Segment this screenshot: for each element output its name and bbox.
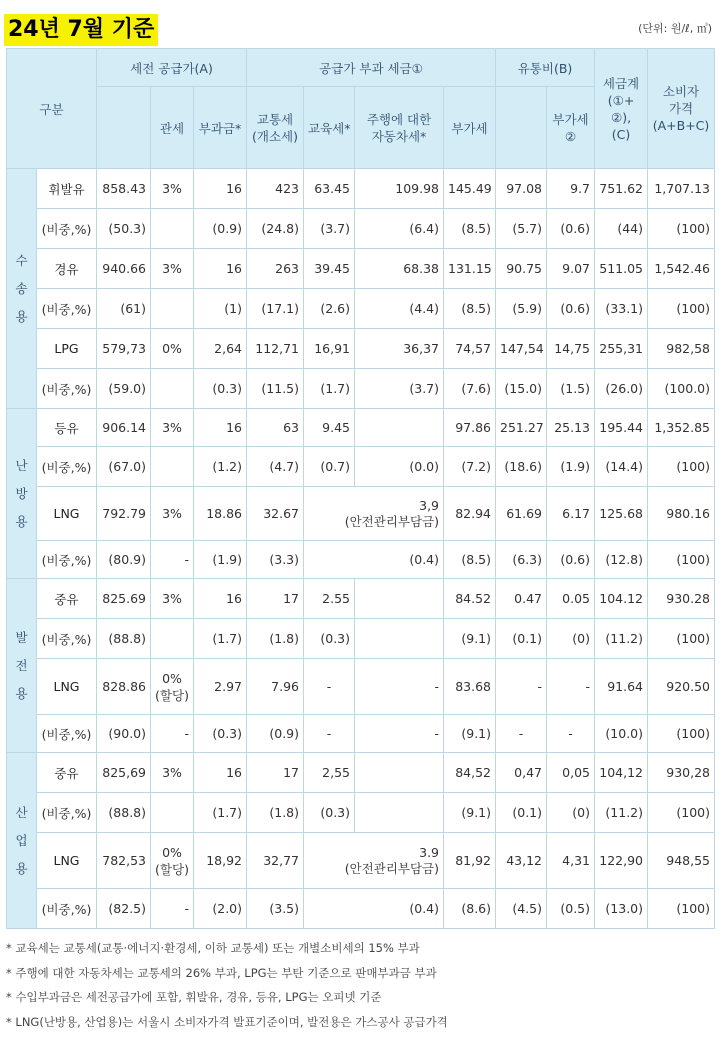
cell-distribution: (15.0) xyxy=(496,369,547,409)
cell-education-tax: (2.6) xyxy=(304,289,355,329)
cell-distribution-vat: (0.6) xyxy=(547,541,595,579)
cell-tax-total: 104.12 xyxy=(595,579,648,619)
cell-transport-tax: (3.3) xyxy=(247,541,304,579)
cell-tariff xyxy=(151,619,194,659)
cell-surcharge: 16 xyxy=(194,579,247,619)
table-row xyxy=(7,793,715,833)
header-tax-total: 세금계 (①+ ②), (C) xyxy=(595,49,648,169)
cell-distribution: - xyxy=(496,715,547,753)
header-consumer-price: 소비자 가격 (A+B+C) xyxy=(648,49,715,169)
cell-consumer-price: 1,352.85 xyxy=(648,409,715,447)
cell-surcharge: 16 xyxy=(194,409,247,447)
cell-distribution: 147,54 xyxy=(496,329,547,369)
cell-tariff xyxy=(151,447,194,487)
cell-transport-tax: (1.8) xyxy=(247,793,304,833)
cell-driving-tax: (6.4) xyxy=(355,209,444,249)
cell-surcharge: (0.9) xyxy=(194,209,247,249)
cell-supply: (88.8) xyxy=(97,793,151,833)
cell-transport-tax: (24.8) xyxy=(247,209,304,249)
cell-surcharge: (0.3) xyxy=(194,715,247,753)
cell-vat: 84,52 xyxy=(444,753,496,793)
cell-distribution-vat: 0,05 xyxy=(547,753,595,793)
group-label-power: 발 전 용 xyxy=(7,579,37,753)
cell-surcharge: (1.9) xyxy=(194,541,247,579)
cell-education-tax: (1.7) xyxy=(304,369,355,409)
cell-distribution: (5.9) xyxy=(496,289,547,329)
cell-education-tax: 63.45 xyxy=(304,169,355,209)
table-row xyxy=(7,715,715,753)
cell-tariff xyxy=(151,209,194,249)
cell-vat: (9.1) xyxy=(444,793,496,833)
cell-distribution: 0.47 xyxy=(496,579,547,619)
cell-tax-total: (14.4) xyxy=(595,447,648,487)
header-driving-tax: 주행에 대한 자동차세* xyxy=(355,87,444,169)
cell-tariff: - xyxy=(151,889,194,929)
cell-consumer-price: (100) xyxy=(648,209,715,249)
cell-distribution-vat: (0) xyxy=(547,793,595,833)
cell-surcharge: 18.86 xyxy=(194,487,247,541)
cell-tax-total: (33.1) xyxy=(595,289,648,329)
cell-distribution: (18.6) xyxy=(496,447,547,487)
cell-driving-tax: 36,37 xyxy=(355,329,444,369)
cell-tax-total: 91.64 xyxy=(595,659,648,715)
header-supply-blank xyxy=(97,87,151,169)
cell-consumer-price: 980.16 xyxy=(648,487,715,541)
cell-tax-total: 195.44 xyxy=(595,409,648,447)
cell-tariff: 3% xyxy=(151,169,194,209)
cell-consumer-price: 1,707.13 xyxy=(648,169,715,209)
cell-vat: (7.2) xyxy=(444,447,496,487)
cell-vat: (8.5) xyxy=(444,209,496,249)
header-category: 구분 xyxy=(7,49,97,169)
table-row xyxy=(7,889,715,929)
row-label: 경유 xyxy=(37,249,97,289)
cell-vat: 97.86 xyxy=(444,409,496,447)
row-label: (비중,%) xyxy=(37,369,97,409)
cell-consumer-price: 930,28 xyxy=(648,753,715,793)
cell-distribution: 251.27 xyxy=(496,409,547,447)
cell-supply: (90.0) xyxy=(97,715,151,753)
cell-supply: (88.8) xyxy=(97,619,151,659)
table-row xyxy=(7,833,715,889)
cell-distribution-vat: - xyxy=(547,715,595,753)
footnote: * 수입부과금은 세전공급가에 포함, 휘발유, 경유, 등유, LPG는 오피넷 기준 xyxy=(6,990,382,1004)
cell-tax-total: (11.2) xyxy=(595,619,648,659)
header-distribution: 유통비(B) xyxy=(496,49,595,87)
cell-transport-tax: (4.7) xyxy=(247,447,304,487)
cell-driving-tax: (0.0) xyxy=(355,447,444,487)
cell-distribution-vat: 25.13 xyxy=(547,409,595,447)
cell-consumer-price: 930.28 xyxy=(648,579,715,619)
cell-tax-total: (12.8) xyxy=(595,541,648,579)
cell-distribution: (6.3) xyxy=(496,541,547,579)
cell-transport-tax: 32,77 xyxy=(247,833,304,889)
table-row xyxy=(7,289,715,329)
cell-consumer-price: (100.0) xyxy=(648,369,715,409)
row-label: LNG xyxy=(37,833,97,889)
cell-tariff: 3% xyxy=(151,579,194,619)
cell-surcharge: (1.7) xyxy=(194,619,247,659)
cell-education-tax: - xyxy=(304,659,355,715)
cell-transport-tax: (1.8) xyxy=(247,619,304,659)
cell-vat: (9.1) xyxy=(444,715,496,753)
cell-driving-tax: (3.7) xyxy=(355,369,444,409)
header-surcharge: 부과금* xyxy=(194,87,247,169)
cell-distribution-vat: 14,75 xyxy=(547,329,595,369)
cell-tariff xyxy=(151,289,194,329)
cell-consumer-price: (100) xyxy=(648,619,715,659)
row-label: LPG xyxy=(37,329,97,369)
cell-tax-total: (11.2) xyxy=(595,793,648,833)
cell-distribution: 61.69 xyxy=(496,487,547,541)
cell-vat: 81,92 xyxy=(444,833,496,889)
cell-distribution-vat: 9.07 xyxy=(547,249,595,289)
table-row xyxy=(7,487,715,541)
row-label: 등유 xyxy=(37,409,97,447)
cell-tariff xyxy=(151,793,194,833)
cell-vat: (7.6) xyxy=(444,369,496,409)
cell-distribution-vat: 4,31 xyxy=(547,833,595,889)
cell-transport-tax: 112,71 xyxy=(247,329,304,369)
row-label: (비중,%) xyxy=(37,447,97,487)
cell-driving-tax: 109.98 xyxy=(355,169,444,209)
cell-tax-total: 122,90 xyxy=(595,833,648,889)
cell-safety-levy: 3.9 (안전관리부담금) xyxy=(304,833,444,889)
cell-distribution: 90.75 xyxy=(496,249,547,289)
cell-driving-tax: - xyxy=(355,715,444,753)
cell-distribution: (4.5) xyxy=(496,889,547,929)
cell-tax-total: 751.62 xyxy=(595,169,648,209)
cell-tariff: 0% xyxy=(151,329,194,369)
cell-consumer-price: (100) xyxy=(648,289,715,329)
cell-consumer-price: (100) xyxy=(648,447,715,487)
cell-safety-levy: (0.4) xyxy=(304,541,444,579)
table-row xyxy=(7,329,715,369)
cell-surcharge: 2.97 xyxy=(194,659,247,715)
unit-label: (단위: 원/ℓ, ㎥) xyxy=(638,22,712,35)
row-label: LNG xyxy=(37,659,97,715)
table-row xyxy=(7,541,715,579)
cell-surcharge: 16 xyxy=(194,753,247,793)
footnote: * 교육세는 교통세(교통·에너지·환경세, 이하 교통세) 또는 개별소비세의 15% 부과 xyxy=(6,941,420,955)
cell-surcharge: 18,92 xyxy=(194,833,247,889)
cell-surcharge: 2,64 xyxy=(194,329,247,369)
header-supply-price: 세전 공급가(A) xyxy=(97,49,247,87)
cell-surcharge: (0.3) xyxy=(194,369,247,409)
header-distribution-vat: 부가세 ② xyxy=(547,87,595,169)
row-label: (비중,%) xyxy=(37,289,97,329)
cell-consumer-price: 948,55 xyxy=(648,833,715,889)
cell-driving-tax: 68.38 xyxy=(355,249,444,289)
header-distribution-blank xyxy=(496,87,547,169)
cell-supply: 579,73 xyxy=(97,329,151,369)
cell-surcharge: (1.7) xyxy=(194,793,247,833)
cell-driving-tax xyxy=(355,793,444,833)
cell-consumer-price: (100) xyxy=(648,541,715,579)
cell-vat: 84.52 xyxy=(444,579,496,619)
row-label: 휘발유 xyxy=(37,169,97,209)
cell-driving-tax xyxy=(355,753,444,793)
cell-distribution: (0.1) xyxy=(496,793,547,833)
cell-consumer-price: 982,58 xyxy=(648,329,715,369)
cell-distribution: 0,47 xyxy=(496,753,547,793)
table-row xyxy=(7,249,715,289)
header-transport-tax: 교통세 (개소세) xyxy=(247,87,304,169)
page-title: 24년 7월 기준 xyxy=(4,14,158,46)
header-education-tax: 교육세* xyxy=(304,87,355,169)
cell-education-tax: (3.7) xyxy=(304,209,355,249)
cell-transport-tax: (17.1) xyxy=(247,289,304,329)
table-row xyxy=(7,659,715,715)
row-label: 중유 xyxy=(37,753,97,793)
cell-tax-total: (10.0) xyxy=(595,715,648,753)
cell-consumer-price: (100) xyxy=(648,889,715,929)
cell-tax-total: (44) xyxy=(595,209,648,249)
cell-supply: 940.66 xyxy=(97,249,151,289)
cell-vat: 74,57 xyxy=(444,329,496,369)
cell-tariff: 3% xyxy=(151,487,194,541)
footnote: * LNG(난방용, 산업용)는 서울시 소비자가격 발표기준이며, 발전용은 가스공사 공급가격 xyxy=(6,1014,448,1029)
footnotes xyxy=(6,936,716,1034)
cell-vat: 145.49 xyxy=(444,169,496,209)
cell-supply: (67.0) xyxy=(97,447,151,487)
group-label-heating: 난 방 용 xyxy=(7,409,37,579)
cell-tax-total: 125.68 xyxy=(595,487,648,541)
cell-vat: 82.94 xyxy=(444,487,496,541)
cell-supply: 782,53 xyxy=(97,833,151,889)
cell-driving-tax xyxy=(355,579,444,619)
cell-tax-total: 104,12 xyxy=(595,753,648,793)
cell-vat: (8.5) xyxy=(444,289,496,329)
cell-consumer-price: 1,542.46 xyxy=(648,249,715,289)
cell-tariff: - xyxy=(151,715,194,753)
cell-tariff xyxy=(151,369,194,409)
cell-tariff: 3% xyxy=(151,753,194,793)
cell-consumer-price: (100) xyxy=(648,715,715,753)
cell-distribution: - xyxy=(496,659,547,715)
cell-driving-tax xyxy=(355,619,444,659)
cell-transport-tax: 63 xyxy=(247,409,304,447)
cell-vat: 131.15 xyxy=(444,249,496,289)
cell-distribution-vat: (0.6) xyxy=(547,209,595,249)
cell-transport-tax: 17 xyxy=(247,579,304,619)
cell-surcharge: 16 xyxy=(194,249,247,289)
cell-distribution-vat: (0) xyxy=(547,619,595,659)
price-table xyxy=(6,48,715,929)
cell-distribution-vat: (0.5) xyxy=(547,889,595,929)
cell-education-tax: 39.45 xyxy=(304,249,355,289)
cell-driving-tax: - xyxy=(355,659,444,715)
cell-transport-tax: (3.5) xyxy=(247,889,304,929)
cell-distribution: (0.1) xyxy=(496,619,547,659)
cell-distribution-vat: 0.05 xyxy=(547,579,595,619)
cell-distribution-vat: (1.9) xyxy=(547,447,595,487)
cell-tax-total: (13.0) xyxy=(595,889,648,929)
cell-education-tax: 2,55 xyxy=(304,753,355,793)
cell-transport-tax: (0.9) xyxy=(247,715,304,753)
cell-transport-tax: 263 xyxy=(247,249,304,289)
cell-education-tax: 16,91 xyxy=(304,329,355,369)
table-row xyxy=(7,619,715,659)
cell-supply: (59.0) xyxy=(97,369,151,409)
cell-tax-total: 255,31 xyxy=(595,329,648,369)
cell-transport-tax: 17 xyxy=(247,753,304,793)
group-label-industry: 산 업 용 xyxy=(7,753,37,929)
cell-supply: 825,69 xyxy=(97,753,151,793)
row-label: (비중,%) xyxy=(37,619,97,659)
row-label: (비중,%) xyxy=(37,889,97,929)
cell-safety-levy: 3,9 (안전관리부담금) xyxy=(304,487,444,541)
cell-tax-total: 511.05 xyxy=(595,249,648,289)
cell-consumer-price: (100) xyxy=(648,793,715,833)
cell-driving-tax: (4.4) xyxy=(355,289,444,329)
cell-supply: (50.3) xyxy=(97,209,151,249)
cell-vat: (8.6) xyxy=(444,889,496,929)
cell-tariff: - xyxy=(151,541,194,579)
cell-supply: 906.14 xyxy=(97,409,151,447)
cell-distribution: (5.7) xyxy=(496,209,547,249)
cell-education-tax: 9.45 xyxy=(304,409,355,447)
cell-distribution-vat: (1.5) xyxy=(547,369,595,409)
cell-distribution-vat: 6.17 xyxy=(547,487,595,541)
table-row xyxy=(7,409,715,447)
table-row xyxy=(7,169,715,209)
cell-transport-tax: 7.96 xyxy=(247,659,304,715)
table-row xyxy=(7,209,715,249)
row-label: (비중,%) xyxy=(37,793,97,833)
cell-tariff: 0% (할당) xyxy=(151,833,194,889)
cell-tax-total: (26.0) xyxy=(595,369,648,409)
table-row xyxy=(7,369,715,409)
cell-surcharge: (1) xyxy=(194,289,247,329)
cell-distribution: 97.08 xyxy=(496,169,547,209)
header-tax-group: 공급가 부과 세금① xyxy=(247,49,496,87)
header-tariff: 관세 xyxy=(151,87,194,169)
group-label-transport: 수 송 용 xyxy=(7,169,37,409)
cell-tariff: 3% xyxy=(151,409,194,447)
row-label: (비중,%) xyxy=(37,541,97,579)
cell-vat: (8.5) xyxy=(444,541,496,579)
cell-surcharge: 16 xyxy=(194,169,247,209)
cell-supply: 858.43 xyxy=(97,169,151,209)
cell-supply: 792.79 xyxy=(97,487,151,541)
cell-supply: (82.5) xyxy=(97,889,151,929)
cell-supply: (61) xyxy=(97,289,151,329)
cell-distribution-vat: (0.6) xyxy=(547,289,595,329)
cell-vat: 83.68 xyxy=(444,659,496,715)
cell-surcharge: (1.2) xyxy=(194,447,247,487)
cell-tariff: 3% xyxy=(151,249,194,289)
cell-education-tax: 2.55 xyxy=(304,579,355,619)
cell-transport-tax: 32.67 xyxy=(247,487,304,541)
row-label: LNG xyxy=(37,487,97,541)
cell-consumer-price: 920.50 xyxy=(648,659,715,715)
table-row xyxy=(7,579,715,619)
row-label: 중유 xyxy=(37,579,97,619)
cell-education-tax: (0.7) xyxy=(304,447,355,487)
footnote: * 주행에 대한 자동차세는 교통세의 26% 부과, LPG는 부탄 기준으로 판매부과금 부과 xyxy=(6,965,437,980)
cell-distribution-vat: 9.7 xyxy=(547,169,595,209)
cell-surcharge: (2.0) xyxy=(194,889,247,929)
cell-supply: (80.9) xyxy=(97,541,151,579)
table-row xyxy=(7,753,715,793)
row-label: (비중,%) xyxy=(37,715,97,753)
cell-safety-levy: (0.4) xyxy=(304,889,444,929)
row-label: (비중,%) xyxy=(37,209,97,249)
cell-driving-tax xyxy=(355,409,444,447)
cell-education-tax: (0.3) xyxy=(304,793,355,833)
cell-distribution-vat: - xyxy=(547,659,595,715)
cell-supply: 825.69 xyxy=(97,579,151,619)
cell-vat: (9.1) xyxy=(444,619,496,659)
cell-transport-tax: (11.5) xyxy=(247,369,304,409)
cell-education-tax: - xyxy=(304,715,355,753)
cell-transport-tax: 423 xyxy=(247,169,304,209)
cell-tariff: 0% (할당) xyxy=(151,659,194,715)
cell-education-tax: (0.3) xyxy=(304,619,355,659)
table-row xyxy=(7,447,715,487)
cell-supply: 828.86 xyxy=(97,659,151,715)
header-vat: 부가세 xyxy=(444,87,496,169)
cell-distribution: 43,12 xyxy=(496,833,547,889)
